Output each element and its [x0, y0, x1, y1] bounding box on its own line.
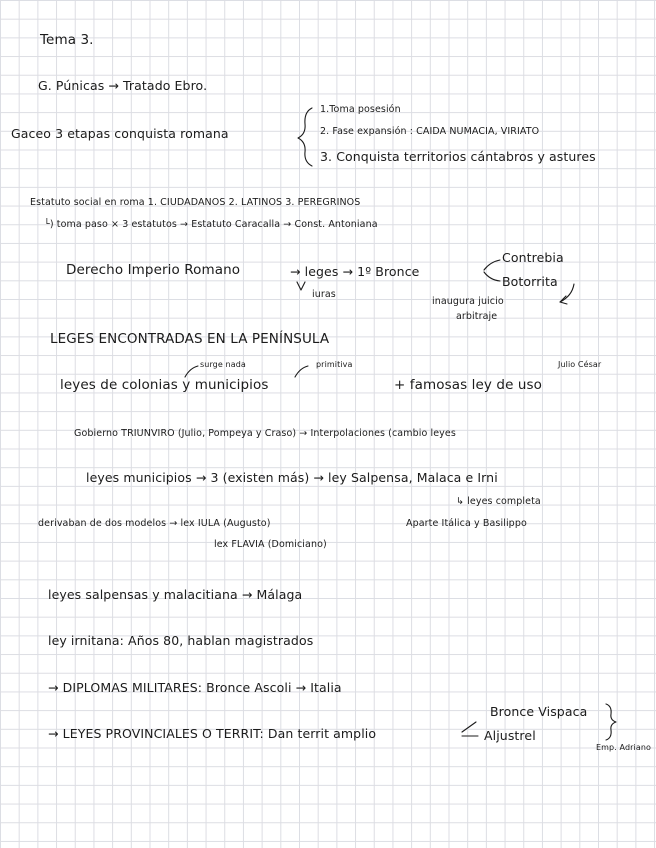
note-annotation: Emp. Adriano	[596, 743, 652, 752]
note-line: → DIPLOMAS MILITARES: Bronce Ascoli → Italia	[48, 680, 342, 695]
note-line: Aparte Itálica y Basilippo	[406, 518, 527, 529]
split-arrow-bottom-up	[462, 722, 476, 732]
note-line: ley irnitana: Años 80, hablan magistrados	[48, 633, 314, 648]
note-line: Derecho Imperio Romano	[66, 262, 241, 278]
note-line: arbitraje	[456, 311, 498, 322]
pointer-surge	[185, 366, 198, 377]
split-arrow-up	[484, 260, 500, 270]
closing-brace	[606, 704, 616, 740]
split-arrow-down	[484, 272, 500, 281]
note-line: 3. Conquista territorios cántabros y astures	[320, 149, 596, 164]
note-annotation: Julio César	[558, 360, 602, 369]
note-line: leyes de colonias y municipios	[60, 377, 269, 393]
note-line: Contrebia	[502, 250, 564, 265]
note-line: Aljustrel	[484, 728, 536, 743]
note-line: lex FLAVIA (Domiciano)	[214, 539, 327, 550]
curved-arrow	[560, 284, 574, 302]
note-line: G. Púnicas → Tratado Ebro.	[38, 78, 208, 93]
note-line: → LEYES PROVINCIALES O TERRIT: Dan territ amplio	[48, 726, 377, 741]
note-annotation: primitiva	[316, 360, 353, 369]
note-line: derivaban de dos modelos → lex IULA (Augusto)	[38, 518, 271, 529]
note-line: Estatuto social en roma 1. CIUDADANOS 2. LATINOS 3. PEREGRINOS	[30, 197, 361, 208]
note-line: ↳ leyes completa	[456, 496, 541, 507]
page-title: Tema 3.	[40, 32, 94, 48]
note-line: Gaceo 3 etapas conquista romana	[11, 126, 229, 141]
note-line: iuras	[312, 289, 336, 300]
note-line: Botorrita	[502, 274, 558, 289]
note-line: → leges → 1º Bronce	[290, 264, 420, 279]
pointer-primitiva	[295, 366, 308, 377]
note-line: └) toma paso × 3 estatutos → Estatuto Caracalla → Const. Antoniana	[44, 219, 378, 230]
note-line: 1.Toma posesión	[320, 104, 401, 115]
arrow-iuras	[297, 282, 305, 290]
curly-brace	[298, 108, 312, 166]
note-line: Gobierno TRIUNVIRO (Julio, Pompeya y Craso) → Interpolaciones (cambio leyes	[74, 428, 456, 439]
note-line: + famosas ley de uso	[394, 377, 543, 393]
note-annotation: surge nada	[200, 360, 246, 369]
note-line: leyes municipios → 3 (existen más) → ley Salpensa, Malaca e Irni	[86, 470, 498, 485]
note-line: inaugura juicio	[432, 296, 504, 307]
note-line: 2. Fase expansión : CAIDA NUMACIA, VIRIATO	[320, 126, 540, 137]
note-line: Bronce Vispaca	[490, 704, 588, 719]
note-line: leyes salpensas y malacitiana → Málaga	[48, 587, 303, 602]
curved-arrow-head	[560, 296, 567, 304]
section-heading: LEGES ENCONTRADAS EN LA PENÍNSULA	[50, 331, 330, 347]
